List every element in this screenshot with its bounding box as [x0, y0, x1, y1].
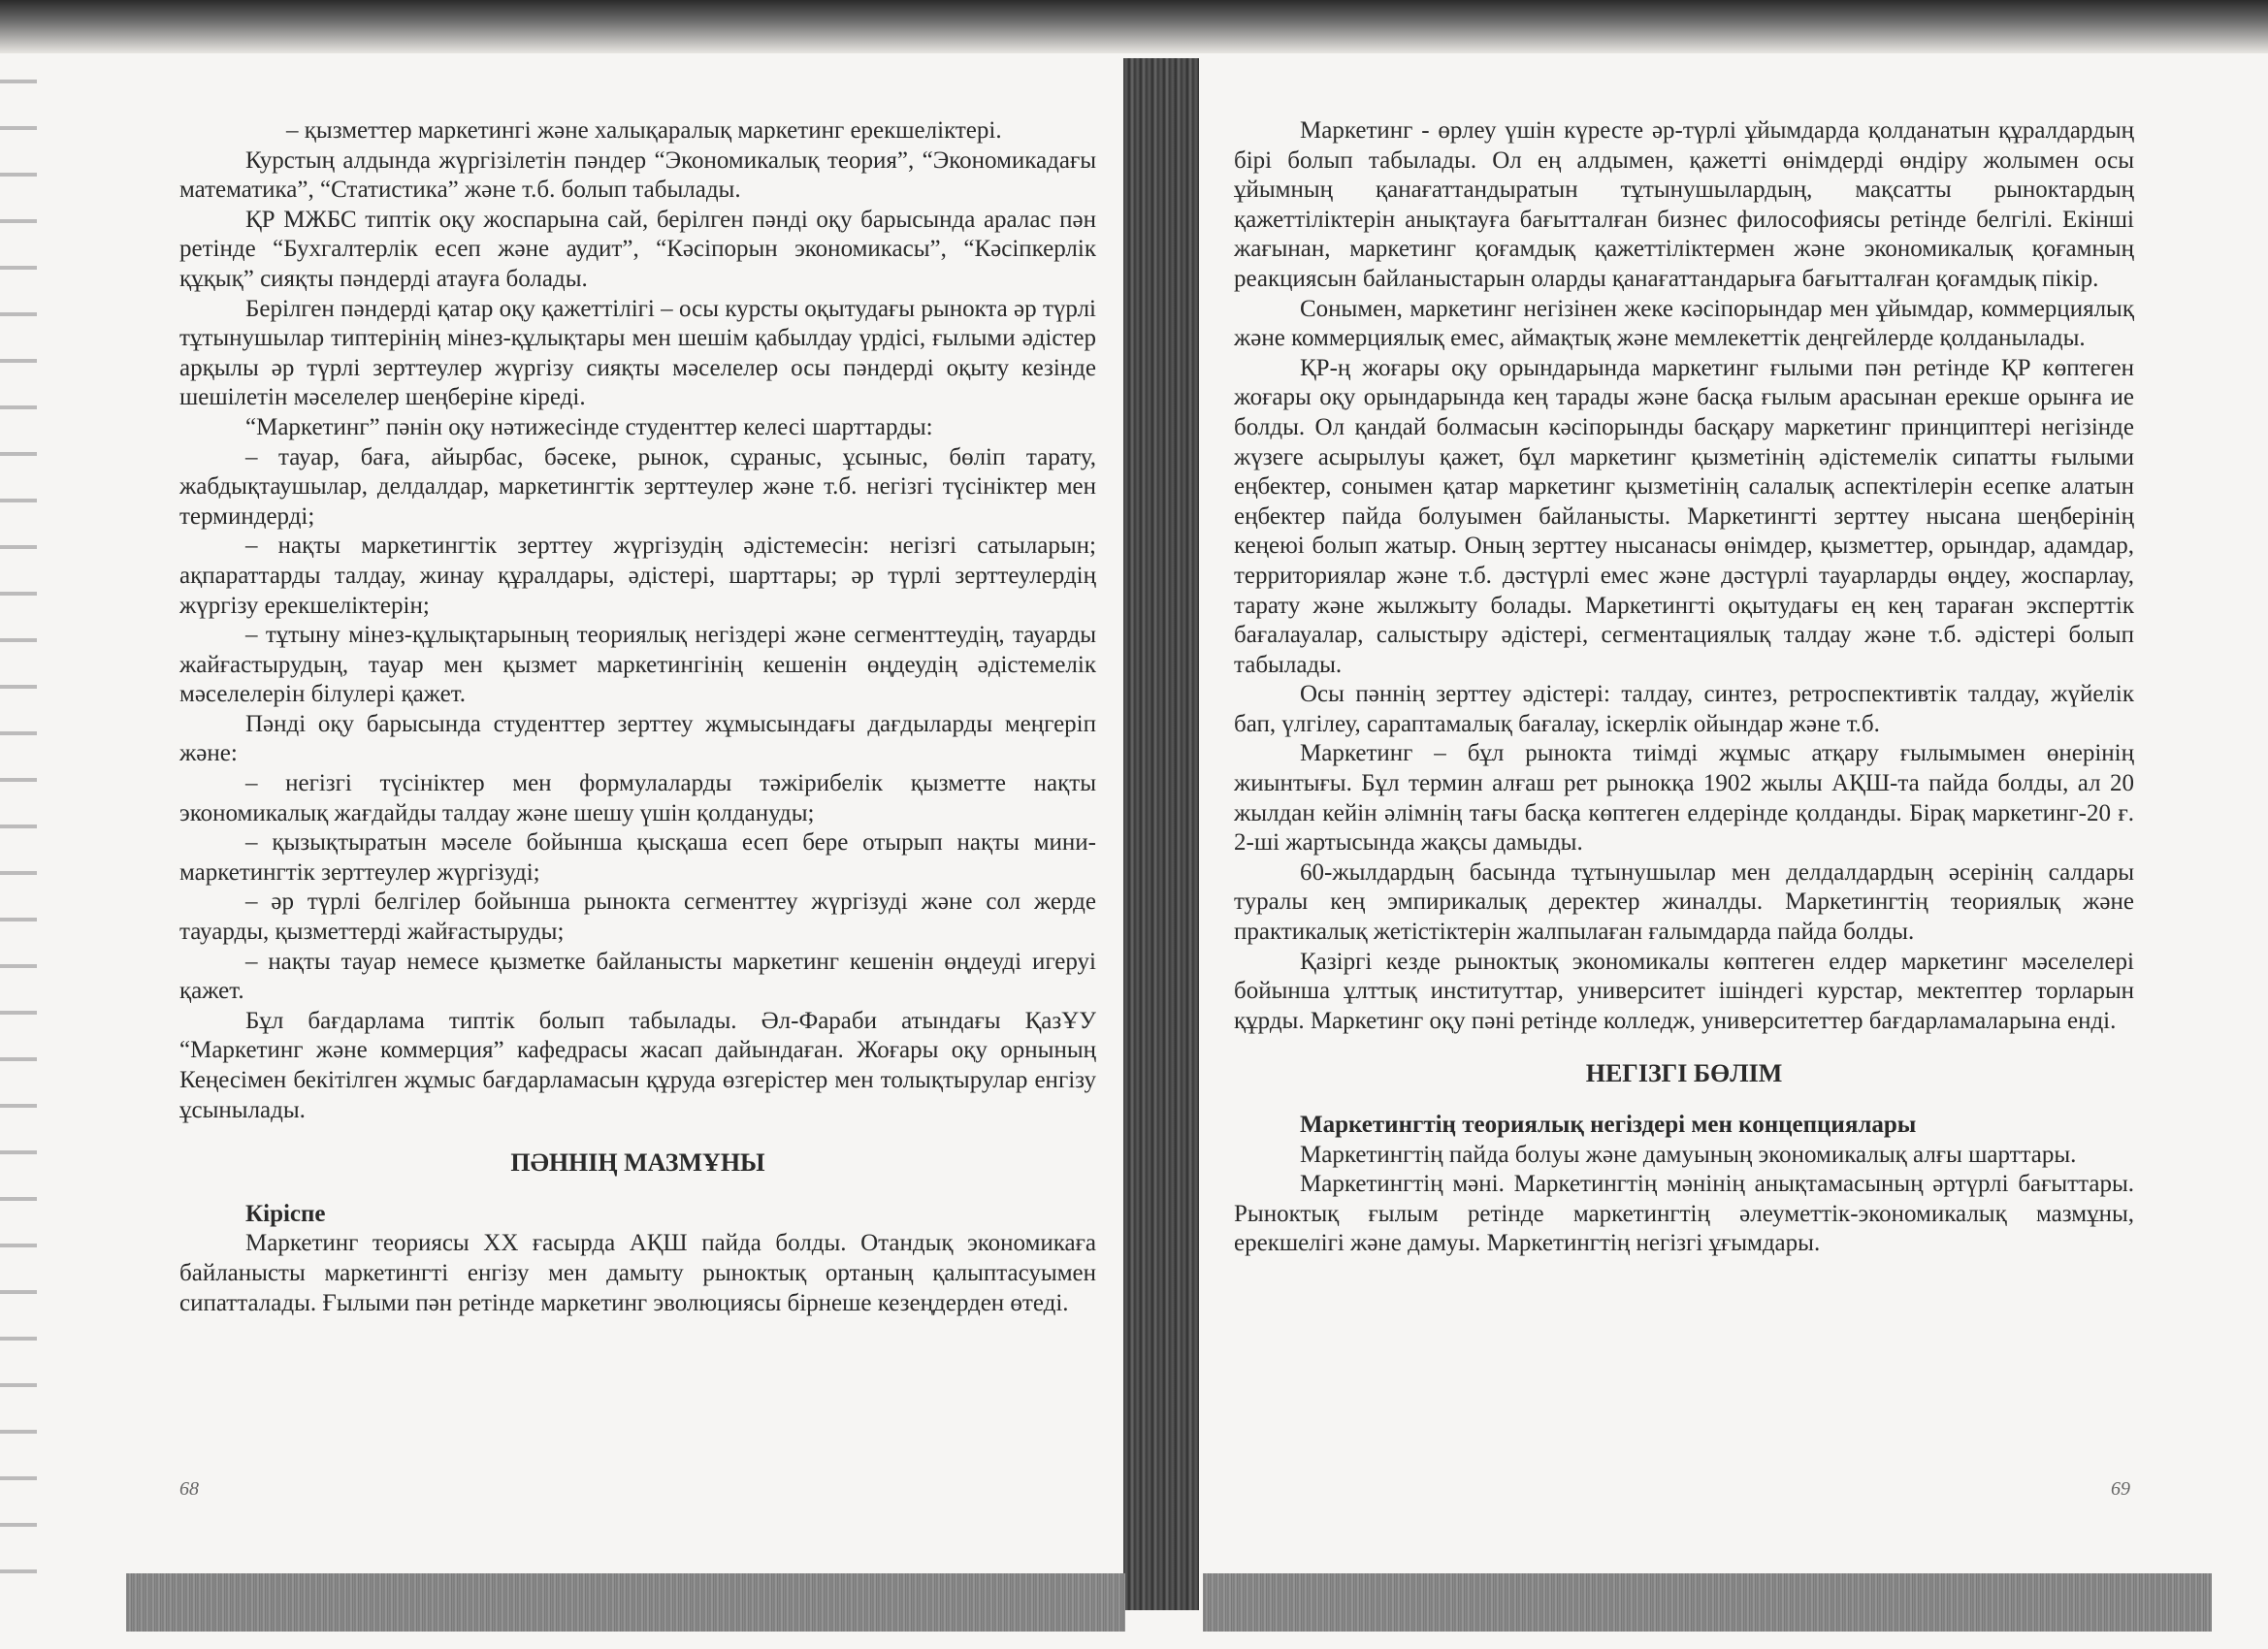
- left-paragraph: – әр түрлі белгілер бойынша рынокта сегменттеу жүргізуді және сол жерде тауарды, қызметтерді жайғастыруды;: [179, 889, 1096, 946]
- left-paragraph: – қызметтер маркетингі және халықаралық маркетинг ерекшеліктері.: [286, 117, 1002, 144]
- subsection-title: Маркетингтің теориялық негіздері мен концепциялары: [1300, 1112, 1917, 1138]
- right-page: [1234, 116, 2134, 1259]
- left-paragraph: – қызықтыратын мәселе бойынша қысқаша есеп бере отырып нақты мини- маркетингтік зерттеулер жүргізуді;: [179, 829, 1096, 886]
- right-paragraph: Маркетинг - өрлеу үшін күресте әр-түрлі ұйымдарда қолданатын құралдардың бірі болып табылады. Ол ең алдымен, қажетті өнімдерді өндіру жолымен осы ұйымның қанағаттандыратын тұтынушылардың, мақсатты рыноктардың қажеттіліктерін анықтауға бағытталған бизнес философиясы ретінде белгілі. Екінші жағынан, маркетинг қоғамдық қажеттіліктермен және экономикалық қоғамның реакциясын байланыстарын оларды қанағаттандарыға бағытталған қоғамдық пікір.: [1234, 117, 2134, 292]
- scanner-shadow-top: [0, 0, 2268, 53]
- left-paragraph: – тұтыну мінез-құлықтарының теориялық негіздері және сегменттеудің, тауарды жайғастырудың, тауар мен қызмет маркетингінің кешенін өңдеудің әдістемелік мәселелерін білулері қажет.: [179, 622, 1096, 708]
- left-paragraph: ҚР МЖБС типтік оқу жоспарына сай, берілген пәнді оқу барысында аралас пән ретінде “Бухгалтерлік есеп және аудит”, “Кәсіпорын экономикасы”, “Кәсіпкерлік құқық” сияқты пәндерді атауға болады.: [179, 206, 1096, 292]
- right-paragraph: Маркетинг – бұл рынокта тиімді жұмыс атқару ғылымымен өнерінің жиынтығы. Бұл термин алғаш рет рынокқа 1902 жылы АҚШ-та пайда болды, ал 20 жылдан кейін әлімнің тағы басқа көптеген елдерінде қолданды. Бірақ маркетинг-20 ғ. 2-ші жартысында жақсы дамыды.: [1234, 740, 2134, 857]
- left-paragraph: – нақты тауар немесе қызметке байланысты маркетинг кешенін өңдеуді игеруі қажет.: [179, 948, 1096, 1005]
- page-number-left: 68: [179, 1478, 199, 1500]
- left-paragraph: “Маркетинг” пәнін оқу нәтижесінде студенттер келесі шарттарды:: [245, 413, 933, 440]
- section-title: ПӘННІҢ МАЗМҰНЫ: [510, 1148, 765, 1178]
- left-paragraph: – тауар, баға, айырбас, бәсеке, рынок, сұраныс, ұсыныс, бөліп тарату, жабдықтаушылар, делдалдар, маркетингтік зерттеулер және т.б. негізгі түсініктер мен терминдерді;: [179, 443, 1096, 530]
- right-paragraph: ҚР-ң жоғары оқу орындарында маркетинг ғылыми пән ретінде ҚР көптеген жоғары оқу орындарында кең тарады және басқа ғылым арасынан ерекше орынға ие болды. Ол қандай болмасын кәсіпорынды басқару маркетинг принциптері негізінде жүзеге асырылуы қажет, бұл маркетинг қызметінің әдістемелік сипатты ғылыми еңбектер, сонымен қатар маркетинг қызметінің салалық аспектілерін есепке алатын еңбектер пайда болуымен байланысты. Маркетингті зерттеу нысана шеңберінің кеңеюі болып жатыр. Оның зерттеу нысанасы өнімдер, қызметтер, орындар, адамдар, территориялар және т.б. дәстүрлі емес және дәстүрлі тауарларды өңдеу, жоспарлау, тарату және жылжыту болады. Маркетингті оқытудағы ең кең тараған эксперттік бағалауалар, салыстыру әдістері, сегментациялық талдау және т.б. әдістері болып табылады.: [1234, 354, 2134, 678]
- left-page: [179, 116, 1096, 1318]
- book-gutter-shadow: [1123, 58, 1199, 1610]
- left-paragraph: – негізгі түсініктер мен формулаларды тәжірибелік қызметте нақты экономикалық жағдайды талдау және шешу үшін қолдануды;: [179, 770, 1096, 826]
- spiral-binding-holes: [0, 58, 37, 1610]
- right-paragraph: Қазіргі кезде рыноктық экономикалы көптеген елдер маркетинг мәселелері бойынша ұлттық институттар, университет ішіндегі курстар, мектептер торларын құрды. Маркетинг оқу пәні ретінде колледж, университеттер бағдарламаларына енді.: [1234, 948, 2134, 1034]
- page-number-right: 69: [2111, 1478, 2130, 1500]
- right-paragraph: Маркетингтің мәні. Маркетингтің мәнінің анықтамасының әртүрлі бағыттары. Рыноктық ғылым ретінде маркетингтің әлеуметтік-экономикалық мазмұны, ерекшелігі және дамуы. Маркетингтің негізгі ұғымдары.: [1234, 1171, 2134, 1257]
- bottom-shadow-right: [1203, 1573, 2212, 1632]
- right-paragraph: Сонымен, маркетинг негізінен жеке кәсіпорындар мен ұйымдар, коммерциялық және коммерциялық емес, аймақтық және мемлекеттік деңгейлерде қолданылады.: [1234, 295, 2134, 352]
- left-paragraph: Берілген пәндерді қатар оқу қажеттілігі – осы курсты оқытудағы рынокта әр түрлі тұтынушылар типтерінің мінез-құлықтары мен шешім қабылдау үрдісі, ғылыми әдістер арқылы әр түрлі зерттеулер жүргізу сияқты мәселелер осы пәндерді оқыту кезінде шешілетін мәселелер шеңберіне кіреді.: [179, 295, 1096, 411]
- right-paragraph: 60-жылдардың басында тұтынушылар мен делдалдардың әсерінің салдары туралы кең эмпирикалық деректер жиналды. Маркетингтің теориялық және практикалық жетістіктерін жалпылаған ғалымдарда пайда болды.: [1234, 858, 2134, 946]
- left-paragraph: Пәнді оқу барысында студенттер зерттеу жұмысындағы дағдыларды меңгеріп және:: [179, 710, 1096, 767]
- left-paragraph: Бұл бағдарлама типтік болып табылады. Әл-Фараби атындағы ҚазҰУ “Маркетинг және коммерция” кафедрасы жасап дайындаған. Жоғары оқу орнының Кеңесімен бекітілген жұмыс бағдарламасын құруда өзгерістер мен толықтырулар енгізу ұсынылады.: [179, 1007, 1096, 1123]
- right-paragraph: Маркетингтің пайда болуы және дамуының экономикалық алғы шарттары.: [1300, 1141, 2077, 1168]
- left-paragraph: – нақты маркетингтік зерттеу жүргізудің әдістемесін: негізгі сатыларын; ақпараттарды талдау, жинау құралдары, әдістері, шарттары; әр түрлі зерттеулердің жүргізу ерекшеліктерін;: [179, 533, 1096, 619]
- bottom-shadow-left: [126, 1573, 1125, 1632]
- left-paragraph: Курстың алдында жүргізілетін пәндер “Экономикалық теория”, “Экономикадағы математика”, “Статистика” және т.б. болып табылады.: [179, 146, 1096, 204]
- right-paragraph: Осы пәннің зерттеу әдістері: талдау, синтез, ретроспективтік талдау, жүйелік бап, үлгілеу, сараптамалық бағалау, іскерлік ойындар және т.б.: [1234, 681, 2134, 737]
- intro-text: Маркетинг теориясы XX ғасырда АҚШ пайда болды. Отандық экономикаға байланысты маркетингті енгізу мен дамыту рыноктық ортаның қалыптасуымен сипатталады. Ғылыми пән ретінде маркетинг эволюциясы бірнеше кезеңдерден өтеді.: [179, 1230, 1096, 1316]
- intro-heading: Кіріспе: [245, 1200, 326, 1227]
- section-title: НЕГІЗГІ БӨЛІМ: [1585, 1059, 1783, 1088]
